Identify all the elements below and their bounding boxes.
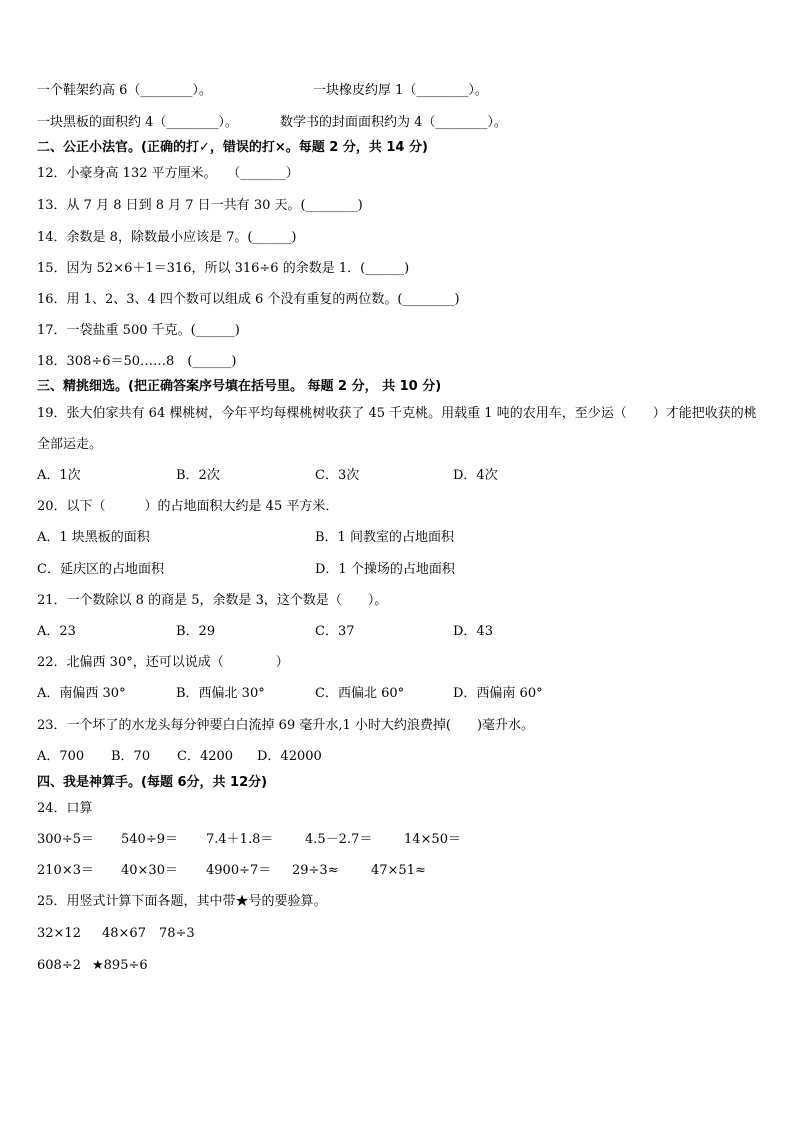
q15: 15．因为 52×6＋1＝316，所以 316÷6 的余数是 1．(______) bbox=[37, 261, 410, 276]
q24-r1-c3: 7.4＋1.8＝ bbox=[206, 832, 274, 847]
q24-r1-c4: 4.5－2.7＝ bbox=[305, 832, 373, 847]
q24-r2-c5: 47×51≈ bbox=[371, 863, 426, 878]
q24-r1-c5: 14×50＝ bbox=[404, 832, 461, 847]
q24-r2-c3: 4900÷7＝ bbox=[206, 863, 272, 878]
q25-r1-c2: 48×67 bbox=[102, 926, 146, 941]
q14: 14．余数是 8，除数最小应该是 7。(______) bbox=[37, 230, 297, 245]
q22-option-b: B．西偏北 30° bbox=[176, 686, 265, 701]
q24-r2-c1: 210×3＝ bbox=[37, 863, 94, 878]
q19-option-c: C．3次 bbox=[315, 468, 360, 483]
q19-option-a: A．1次 bbox=[37, 468, 81, 483]
q25-r2-c1: 608÷2 bbox=[37, 958, 81, 973]
section3-title: 三、精挑细选。(把正确答案序号填在括号里。 每题 2 分， 共 10 分) bbox=[37, 379, 442, 394]
q20-stem: 20．以下（ ）的占地面积大约是 45 平方米． bbox=[37, 499, 339, 514]
q11-d: 数学书的封面面积约为 4（________）。 bbox=[280, 115, 507, 130]
q21-stem: 21．一个数除以 8 的商是 5，余数是 3，这个数是（ ）。 bbox=[37, 593, 388, 608]
q21-option-a: A．23 bbox=[37, 624, 76, 639]
q25-label: 25．用竖式计算下面各题，其中带★号的要验算。 bbox=[37, 894, 327, 909]
q18: 18．308÷6＝50……8 (______) bbox=[37, 354, 237, 369]
q20-option-a: A．1 块黑板的面积 bbox=[37, 530, 150, 545]
q21-option-c: C．37 bbox=[315, 624, 355, 639]
q23-option-b: B．70 bbox=[111, 749, 151, 764]
q19-stem: 19．张大伯家共有 64 棵桃树，今年平均每棵桃树收获了 45 千克桃。用载重 1 吨的农用车，至少运（ ）才能把收获的桃全部运走。 bbox=[37, 406, 757, 452]
q24-r2-c2: 40×30＝ bbox=[121, 863, 178, 878]
q24-r1-c1: 300÷5＝ bbox=[37, 832, 94, 847]
section2-title: 二、公正小法官。(正确的打✓，错误的打×。每题 2 分，共 14 分) bbox=[37, 140, 428, 155]
q17: 17．一袋盐重 500 千克。(______) bbox=[37, 323, 240, 338]
q20-option-d: D．1 个操场的占地面积 bbox=[315, 562, 455, 577]
q21-option-b: B．29 bbox=[176, 624, 216, 639]
q24-label: 24．口算 bbox=[37, 801, 93, 816]
q12: 12．小豪身高 132 平方厘米。 （_______） bbox=[37, 166, 299, 181]
q13: 13．从 7 月 8 日到 8 月 7 日一共有 30 天。(________) bbox=[37, 198, 363, 213]
q24-r2-c4: 29÷3≈ bbox=[292, 863, 339, 878]
q23-option-a: A．700 bbox=[37, 749, 85, 764]
q25-r1-c3: 78÷3 bbox=[159, 926, 195, 941]
q23-option-d: D．42000 bbox=[257, 749, 322, 764]
q22-option-a: A．南偏西 30° bbox=[37, 686, 126, 701]
section4-title: 四、我是神算手。(每题 6分，共 12分) bbox=[37, 775, 268, 790]
q25-r1-c1: 32×12 bbox=[37, 926, 81, 941]
q20-option-c: C．延庆区的占地面积 bbox=[37, 562, 164, 577]
q11-b: 一块橡皮约厚 1（________）。 bbox=[313, 83, 488, 98]
q21-option-d: D．43 bbox=[453, 624, 493, 639]
q11-c: 一块黑板的面积约 4（________）。 bbox=[37, 115, 238, 130]
q19-option-d: D．4次 bbox=[453, 468, 498, 483]
q22-option-c: C．西偏北 60° bbox=[315, 686, 405, 701]
q24-r1-c2: 540÷9＝ bbox=[121, 832, 178, 847]
q20-option-b: B．1 间教室的占地面积 bbox=[315, 530, 454, 545]
q25-r2-c2: ★895÷6 bbox=[92, 958, 148, 973]
q19-option-b: B．2次 bbox=[176, 468, 220, 483]
q23-option-c: C．4200 bbox=[177, 749, 234, 764]
q22-stem: 22．北偏西 30°，还可以说成（ ） bbox=[37, 655, 289, 670]
q11-a: 一个鞋架约高 6（________）。 bbox=[37, 83, 212, 98]
q16: 16．用 1、2、3、4 四个数可以组成 6 个没有重复的两位数。(________) bbox=[37, 292, 460, 307]
q22-option-d: D．西偏南 60° bbox=[453, 686, 543, 701]
q23-stem: 23．一个坏了的水龙头每分钟要白白流掉 69 毫升水,1 小时大约浪费掉( )毫升水。 bbox=[37, 718, 535, 733]
